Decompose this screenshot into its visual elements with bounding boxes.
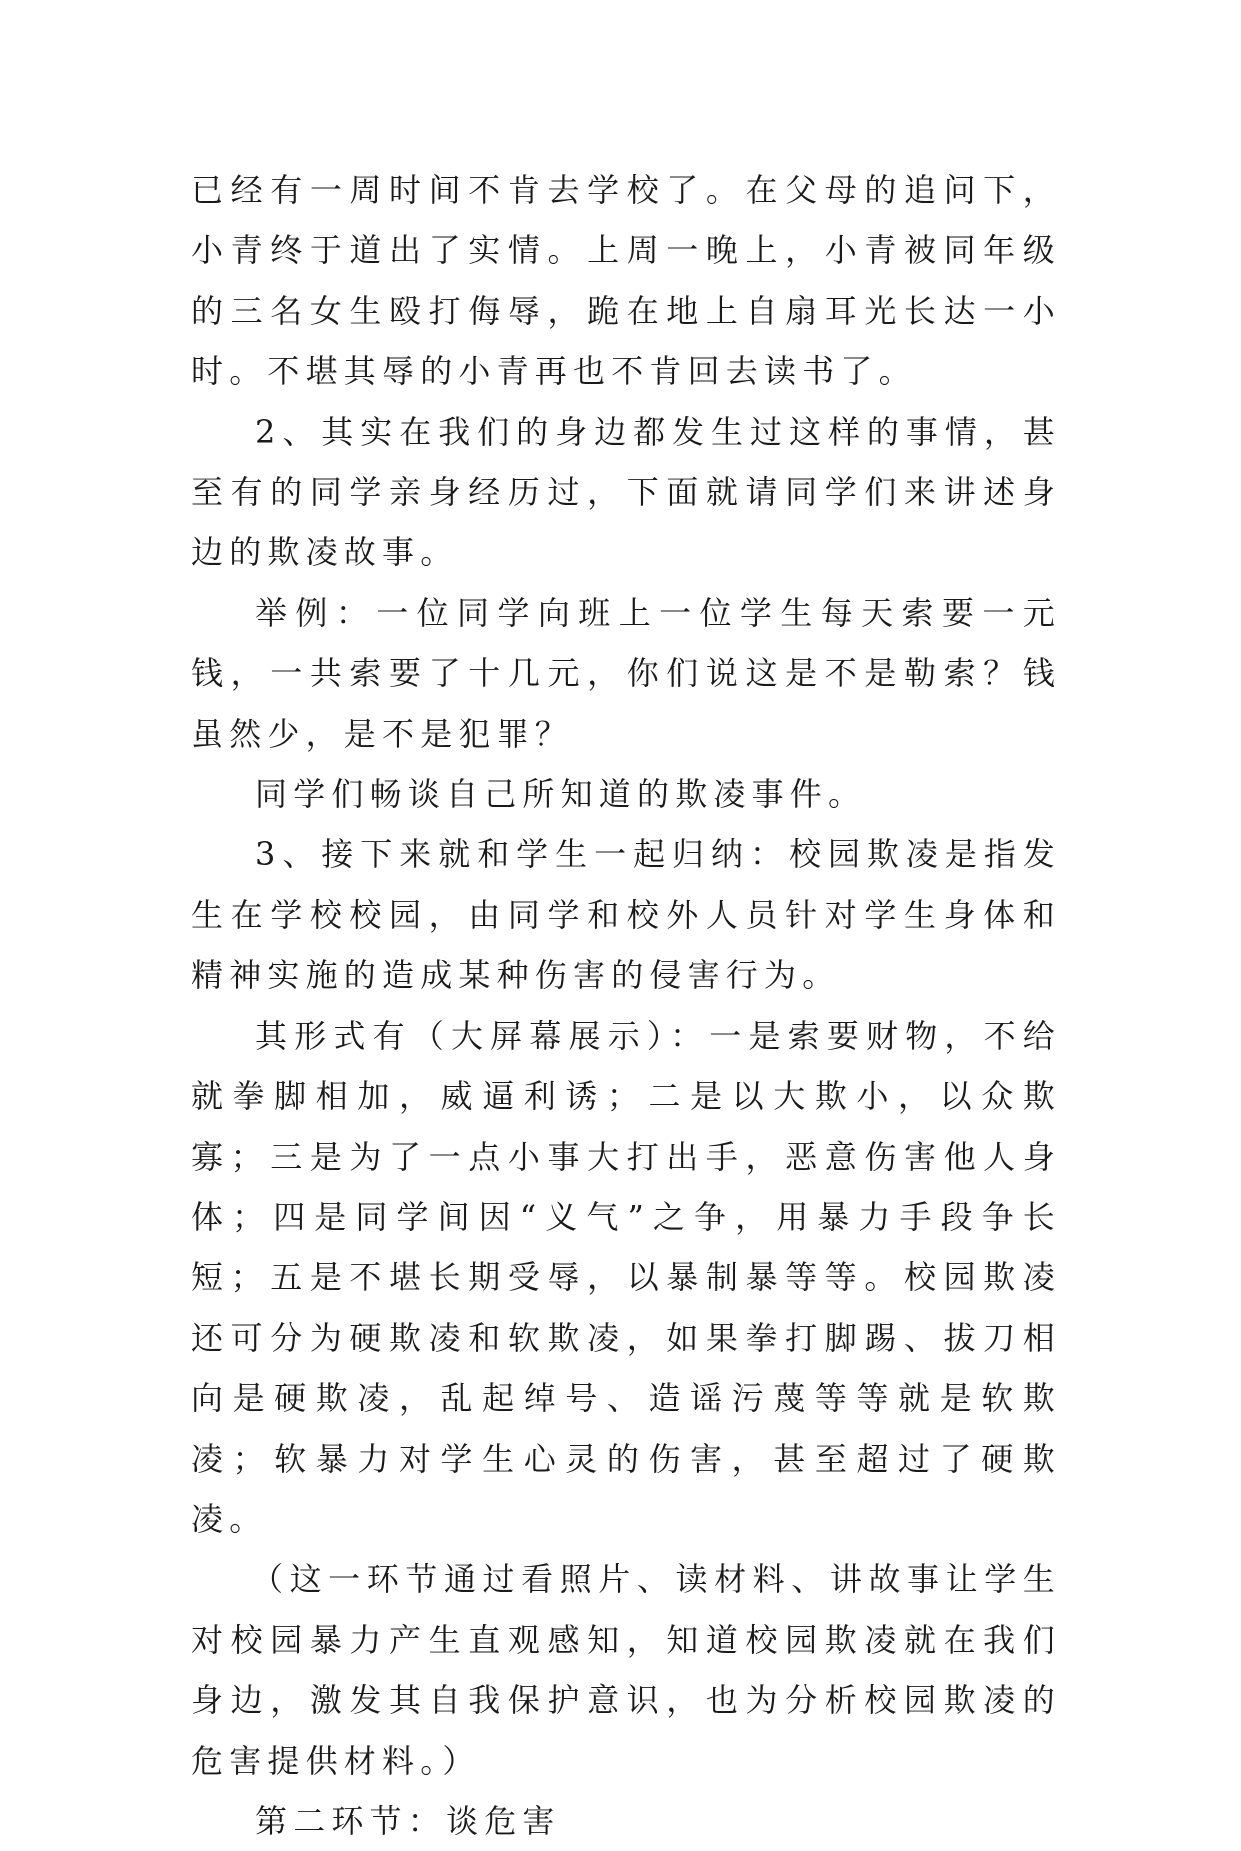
paragraph-forms: 其形式有（大屏幕展示）：一是索要财物，不给就拳脚相加，威逼利诱；二是以大欺小，以众欺寡；三是为了一点小事大打出手，恶意伤害他人身体；四是同学间因“义气”之争，用暴力手段争长短；五是不堪长期受辱，以暴制暴等等。校园欺凌还可分为硬欺凌和软欺凌，如果拳打脚踢、拔刀相向是硬欺凌，乱起绰号、造谣污蔑等等就是软欺凌；软暴力对学生心灵的伤害，甚至超过了硬欺凌。 [191,1016,1061,1538]
paragraph-example: 举例：一位同学向班上一位学生每天索要一元钱，一共索要了十几元，你们说这是不是勒索？钱虽然少，是不是犯罪？ [191,593,1061,753]
paragraph-discussion: 同学们畅谈自己所知道的欺凌事件。 [255,775,867,814]
paragraph-story-continuation: 已经有一周时间不肯去学校了。在父母的追问下，小青终于道出了实情。上周一晚上，小青被同年级的三名女生殴打侮辱，跪在地上自扇耳光长达一小时。不堪其辱的小青再也不肯回去读书了。 [191,171,1061,391]
paragraph-note: （这一环节通过看照片、读材料、讲故事让学生对校园暴力产生直观感知，知道校园欺凌就在我们身边，激发其自我保护意识，也为分析校园欺凌的危害提供材料。） [191,1560,1061,1780]
section-heading-second: 第二环节：谈危害 [255,1801,561,1840]
document-body [191,160,1061,1851]
paragraph-step-2: 2、其实在我们的身边都发生过这样的事情，甚至有的同学亲身经历过，下面就请同学们来讲述身边的欺凌故事。 [191,412,1061,572]
paragraph-step-3: 3、接下来就和学生一起归纳：校园欺凌是指发生在学校校园，由同学和校外人员针对学生身体和精神实施的造成某种伤害的侵害行为。 [191,835,1061,995]
